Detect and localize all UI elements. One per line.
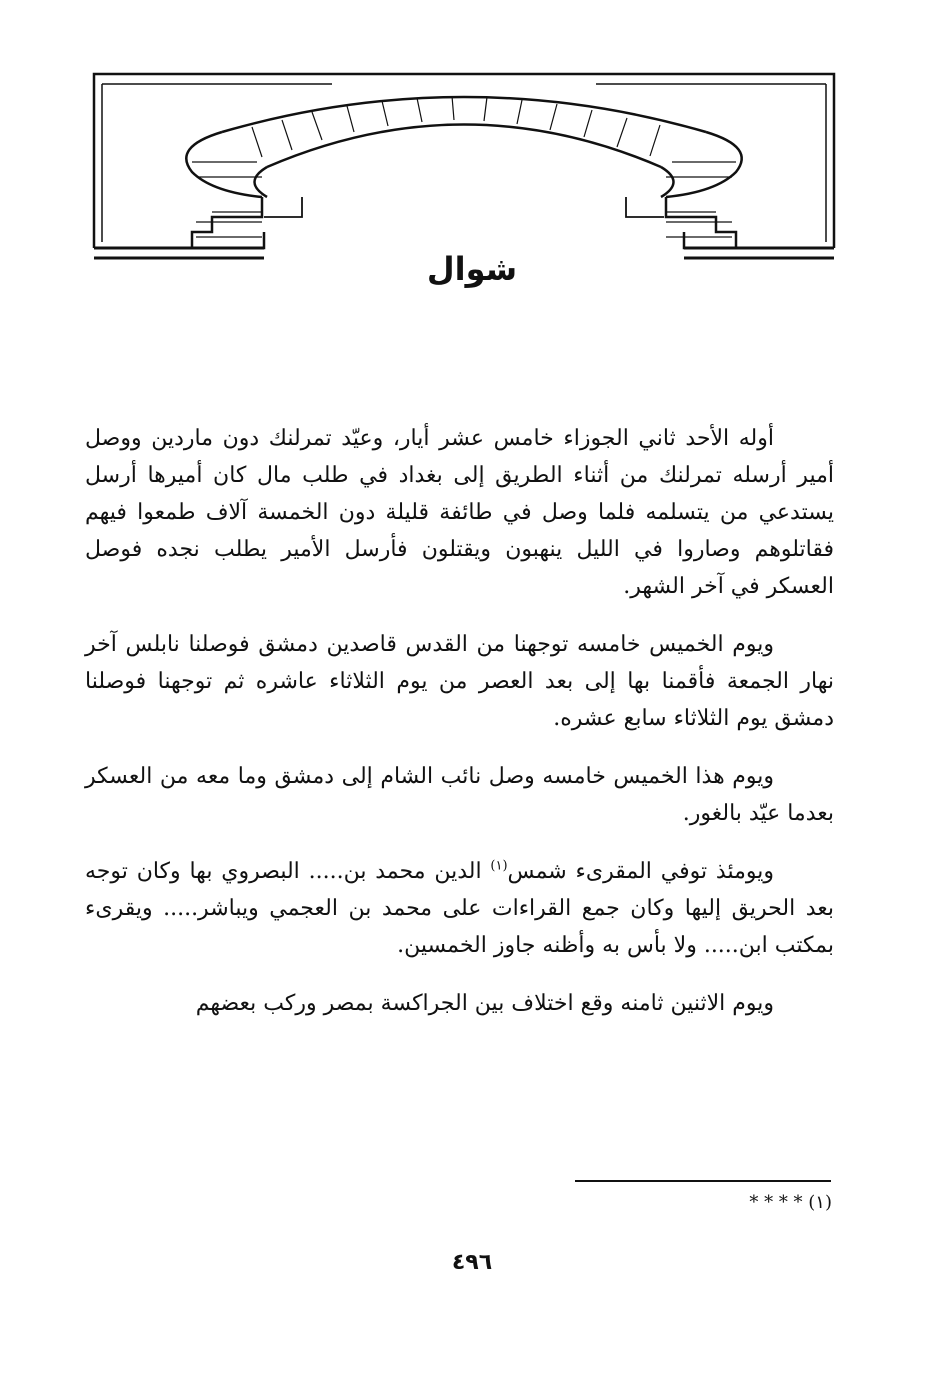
body-text: [85, 420, 834, 1022]
paragraph: ويوم الاثنين ثامنه وقع اختلاف بين الجراكسة بمصر وركب بعضهم: [195, 991, 774, 1016]
page-number: ٤٩٦: [451, 1250, 493, 1275]
chapter-title: شوال: [426, 250, 518, 288]
paragraph: أوله الأحد ثاني الجوزاء خامس عشر أيار، وعيّد تمرلنك دون ماردين ووصل أمير أرسله تمرلنك من أثناء الطريق إلى بغداد في طلب مال كان أميرها أرسل يستدعي من يتسلمه فلما وصل في طائفة قليلة دون الخمسة آلاف طمعوا فيهم فقاتلوهم وصاروا في الليل ينهبون ويقتلون فأرسل الأمير يطلب نجده فوصل العسكر في آخر الشهر.: [85, 426, 834, 599]
paragraph-text-end: ويباشر..... ويقرىء بمكتب ابن..... ولا بأس به وأظنه جاوز الخمسين.: [85, 896, 834, 958]
arch-ornament-header: [92, 72, 836, 268]
paragraph: ويوم هذا الخميس خامسه وصل نائب الشام إلى دمشق وما معه من العسكر بعدما عيّد بالغور.: [85, 764, 834, 826]
paragraph-text-continued: الدين محمد بن..... البصروي بها وكان توجه بعد الحريق إليها وكان جمع القراءات على محمد بن العجمي: [85, 859, 835, 921]
paragraph-text-start: ويومئذ توفي المقرىء شمس: [507, 859, 774, 884]
footnote-divider: [575, 1180, 831, 1182]
paragraph: [85, 853, 834, 964]
footnote: (١) * * * *: [749, 1192, 832, 1213]
paragraph: ويوم الخميس خامسه توجهنا من القدس قاصدين دمشق فوصلنا نابلس آخر نهار الجمعة فأقمنا بها إلى بعد العصر من يوم الثلاثاء عاشره ثم توجهنا فوصلنا دمشق يوم الثلاثاء سابع عشره.: [85, 632, 834, 731]
footnote-reference[interactable]: (١): [490, 858, 508, 874]
